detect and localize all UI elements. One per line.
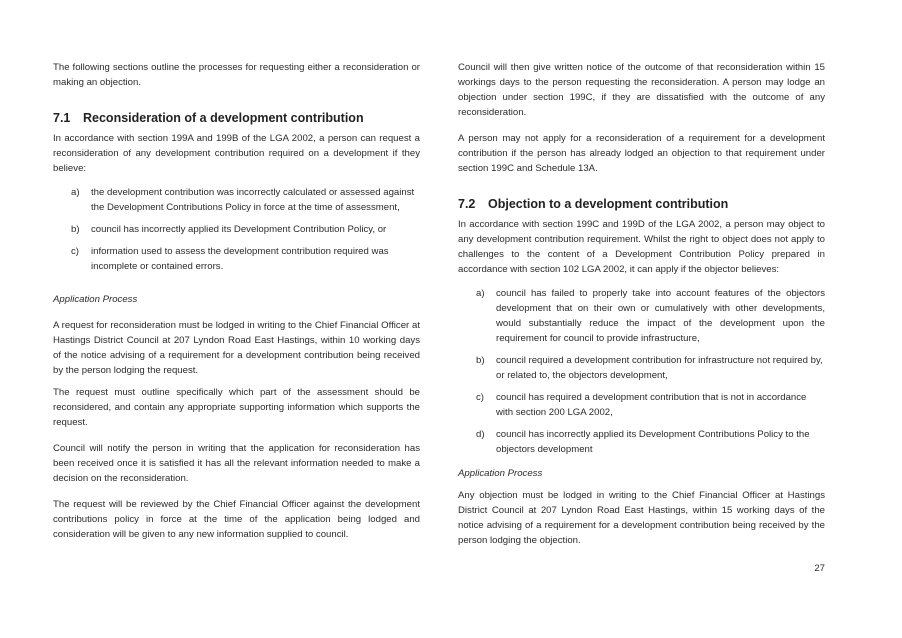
list-item-text: information used to assess the development contribution required was incomplete or contained errors.: [91, 246, 389, 272]
list-marker: c): [71, 246, 79, 257]
list-marker: a): [476, 288, 485, 299]
list-item-text: council has failed to properly take into account features of the objectors development that on their own or cumulatively with other developments, would substantially reduce the impact of the development upon the requirement for council to provide infrastructure,: [496, 288, 825, 344]
list-item: [53, 185, 420, 215]
paragraph: A request for reconsideration must be lodged in writing to the Chief Financial Officer at Hastings District Council at 207 Lyndon Road East Hastings, within 10 working days of the notice advising of a requirement for a development contribution being received by the person lodging the request.: [53, 320, 420, 376]
paragraph: Council will notify the person in writing that the application for reconsideration has been received once it is satisfied it has all the relevant information needed to make a decision on the reconsideration.: [53, 443, 420, 484]
objection-criteria-list: [458, 286, 825, 457]
section-7-1-heading: [53, 110, 420, 126]
right-column: [458, 60, 825, 548]
list-item: [53, 222, 420, 237]
paragraph: Any objection must be lodged in writing to the Chief Financial Officer at Hastings District Council at 207 Lyndon Road East Hastings, within 15 working days of the notice advising of a requirement for a development contribution being received by the person lodging the objection.: [458, 490, 825, 546]
application-process-subheading: Application Process: [53, 294, 138, 305]
paragraph: The request will be reviewed by the Chief Financial Officer against the development contributions policy in force at the time of the application being lodged and consideration will be given to any new information supplied to council.: [53, 499, 420, 540]
list-item-text: council required a development contribution for infrastructure not required by, or related to, the objectors development,: [496, 355, 823, 381]
paragraph: A person may not apply for a reconsideration of a requirement for a development contribution if the person has already lodged an objection to that requirement under section 199C and Schedule 13A.: [458, 133, 825, 174]
list-item: [458, 286, 825, 346]
list-item-text: council has incorrectly applied its Development Contribution Policy, or: [91, 224, 387, 235]
section-number: 7.2: [458, 197, 476, 211]
intro-paragraph: The following sections outline the processes for requesting either a reconsideration or making an objection.: [53, 62, 420, 88]
list-item-text: council has required a development contribution that is not in accordance with section 200 LGA 2002,: [496, 392, 807, 418]
left-column: [53, 60, 420, 542]
list-item-text: the development contribution was incorrectly calculated or assessed against the Development Contributions Policy in force at the time of assessment,: [91, 187, 415, 213]
list-item-text: council has incorrectly applied its Development Contributions Policy to the objectors development: [496, 429, 810, 455]
paragraph: The request must outline specifically which part of the assessment should be reconsidered, and contain any appropriate supporting information which supports the request.: [53, 387, 420, 428]
list-marker: b): [71, 224, 80, 235]
list-marker: a): [71, 187, 80, 198]
section-title: Objection to a development contribution: [488, 197, 729, 211]
list-marker: b): [476, 355, 485, 366]
list-item: [458, 390, 825, 420]
section-7-2-intro: In accordance with section 199C and 199D of the LGA 2002, a person may object to any development contribution requirement. Whilst the right to object does not apply to challenges to the content of a Development Contribution Policy prepared in accordance with section 102 LGA 2002, it can apply if the objector believes:: [458, 219, 825, 275]
section-number: 7.1: [53, 111, 71, 125]
reconsideration-criteria-list: [53, 185, 420, 274]
paragraph: Council will then give written notice of the outcome of that reconsideration within 15 workings days to the person requesting the reconsideration. A person may lodge an objection under section 199C, if they are dissatisfied with the outcome of any reconsideration.: [458, 62, 825, 118]
section-7-2-heading: [458, 196, 825, 212]
list-item: [53, 244, 420, 274]
application-process-subheading: Application Process: [458, 468, 543, 479]
section-7-1-intro: In accordance with section 199A and 199B of the LGA 2002, a person can request a reconsideration of any development contribution required on a development if they believe:: [53, 133, 420, 174]
list-marker: c): [476, 392, 484, 403]
list-item: [458, 427, 825, 457]
section-title: Reconsideration of a development contribution: [83, 111, 364, 125]
list-item: [458, 353, 825, 383]
list-marker: d): [476, 429, 485, 440]
page-number: 27: [814, 563, 825, 574]
